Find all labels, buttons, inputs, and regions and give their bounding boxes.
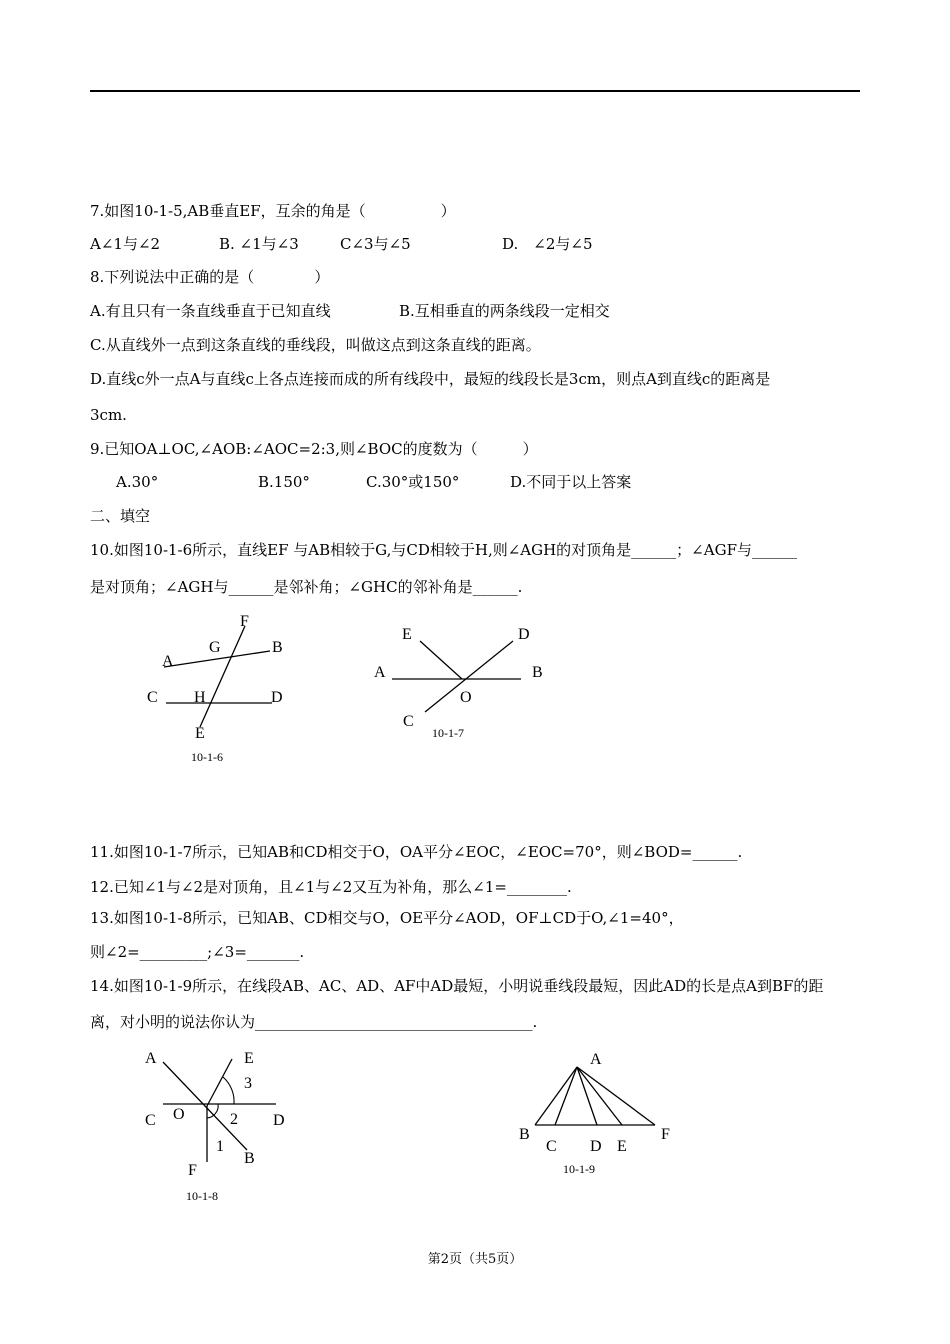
q8-option-c: C.从直线外一点到这条直线的垂线段，叫做这点到这条直线的距离。 [90,336,541,354]
segment-ab [535,1067,577,1125]
q10-line1: 10.如图10-1-6所示，直线EF 与AB相较于G,与CD相较于H,则∠AGH的对顶角是______；∠AGF与______ [90,541,797,559]
ray-oe [420,641,462,679]
figure-caption-10-1-6: 10-1-6 [191,750,223,764]
label-h: H [194,689,206,706]
label-a: A [162,653,174,670]
q9-stem: 9.已知OA⊥OC,∠AOB:∠AOC=2:3,则∠BOC的度数为（ ） [90,440,538,458]
q8-stem: 8.下列说法中正确的是（ ） [90,268,330,286]
label-o: O [173,1106,185,1123]
q9-option-c: C.30°或150° [366,473,460,491]
figure-10-1-9 [505,1040,685,1180]
figure-caption-10-1-8: 10-1-8 [186,1189,218,1203]
label-angle-2: 2 [230,1111,238,1128]
label-b: B [519,1126,530,1143]
q9-option-d: D.不同于以上答案 [510,473,632,491]
q7-option-d: D. ∠2与∠5 [502,235,593,253]
q8-options-ab [90,301,610,321]
q8-option-d-line1: D.直线c外一点A与直线c上各点连接而成的所有线段中，最短的线段长是3cm，则点A到直线c的距离是 [90,370,771,388]
label-angle-3: 3 [244,1075,252,1092]
angle-3-arc [223,1077,234,1104]
label-a: A [145,1050,157,1067]
q7-option-a: A∠1与∠2 [90,235,161,253]
figure-10-1-8 [130,1040,310,1210]
figure-caption-10-1-9: 10-1-9 [563,1162,595,1176]
q13-line2: 则∠2=_________;∠3=_______. [90,943,305,961]
label-e: E [244,1050,254,1067]
label-g: G [209,639,221,656]
q14-line1: 14.如图10-1-9所示，在线段AB、AC、AD、AF中AD最短，小明说垂线段最短，因此AD的长是点A到BF的距 [90,977,824,995]
label-c: C [546,1138,557,1155]
q8-option-d-line2: 3cm. [90,406,127,424]
label-d: D [590,1138,602,1155]
q9-option-b: B.150° [258,473,310,491]
label-b: B [272,639,283,656]
q7-option-c: C∠3与∠5 [340,235,411,253]
q11: 11.如图10-1-7所示，已知AB和CD相交于O，OA平分∠EOC，∠EOC=70°，则∠BOD=______. [90,843,743,861]
label-d: D [271,689,283,706]
label-c: C [145,1112,156,1129]
section-heading-fill-in: 二、填空 [90,507,151,525]
page-footer: 第2页（共5页） [427,1252,523,1267]
q7-stem: 7.如图10-1-5,AB垂直EF，互余的角是（ ） [90,202,456,220]
label-f: F [188,1162,197,1179]
header-rule [90,90,860,92]
figure-caption-10-1-7: 10-1-7 [432,726,464,740]
label-e: E [617,1138,627,1155]
figure-10-1-7 [365,620,555,750]
label-e: E [195,725,205,742]
q8-option-a: A.有且只有一条直线垂直于已知直线 [90,302,331,320]
q7-options [90,234,593,254]
label-d: D [518,626,530,643]
label-d: D [273,1112,285,1129]
angle-2-arc [215,1104,218,1114]
label-c: C [147,689,158,706]
label-e: E [402,626,412,643]
q12: 12.已知∠1与∠2是对顶角，且∠1与∠2又互为补角，那么∠1=________. [90,878,572,896]
q9-option-a: A.30° [116,473,159,491]
label-f: F [240,613,249,630]
label-a: A [590,1051,602,1068]
line-ef [200,626,245,727]
q7-option-b: B. ∠1与∠3 [219,235,299,253]
q8-option-b: B.互相垂直的两条线段一定相交 [399,302,610,320]
segment-ad [577,1067,597,1125]
label-f: F [661,1126,670,1143]
q13-line1: 13.如图10-1-8所示，已知AB、CD相交与O，OE平分∠AOD，OF⊥CD于O,∠1=40°， [90,909,684,927]
label-b: B [532,664,543,681]
figure-10-1-6 [140,605,310,775]
label-a: A [374,664,386,681]
label-b: B [244,1150,255,1167]
label-c: C [403,713,414,730]
q10-line2: 是对顶角；∠AGH与______是邻补角；∠GHC的邻补角是______. [90,578,523,596]
segment-ac [555,1067,577,1125]
q14-line2: 离，对小明的说法你认为_____________________________________. [90,1013,538,1031]
label-o: O [460,689,472,706]
label-angle-1: 1 [216,1138,224,1155]
